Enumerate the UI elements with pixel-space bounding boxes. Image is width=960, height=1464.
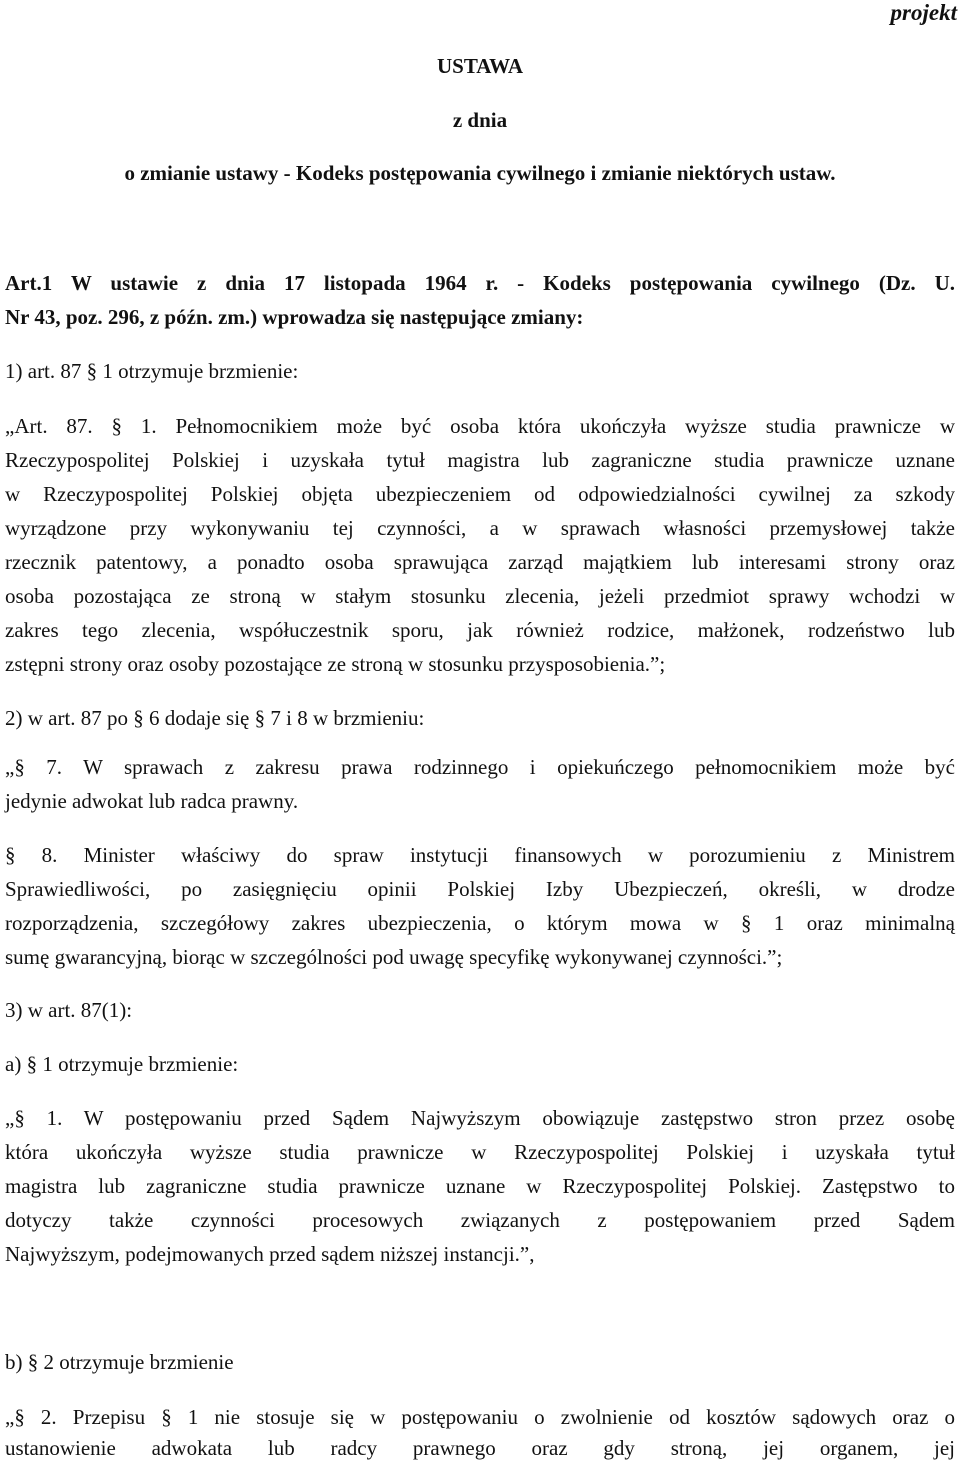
- article-intro-line: Nr 43, poz. 296, z późn. zm.) wprowadza się następujące zmiany:: [5, 305, 584, 329]
- point-1-text-line: „Art. 87. § 1. Pełnomocnikiem może być osoba która ukończyła wyższe studia prawnicze w: [5, 414, 955, 438]
- point-3a-text-line: Najwyższym, podejmowanych przed sądem niższej instancji.”,: [5, 1242, 535, 1266]
- point-3a-text-line: dotyczy także czynności procesowych związanych z postępowaniem przed Sądem: [5, 1208, 955, 1232]
- point-3a-text-line: która ukończyła wyższe studia prawnicze w Rzeczypospolitej Polskiej i uzyskała tytuł: [5, 1140, 955, 1164]
- paragraph-8-line: § 8. Minister właściwy do spraw instytucji finansowych w porozumieniu z Ministrem: [5, 843, 955, 867]
- point-1-text-line: osoba pozostająca ze stroną w stałym stosunku zlecenia, jeżeli przedmiot sprawy wchodzi w: [5, 584, 955, 608]
- point-3b-text-line: „§ 2. Przepisu § 1 nie stosuje się w postępowaniu o zwolnienie od kosztów sądowych oraz o: [5, 1405, 955, 1429]
- article-intro-line: Art.1 W ustawie z dnia 17 listopada 1964 r. - Kodeks postępowania cywilnego (Dz. U.: [5, 271, 955, 295]
- point-3b-text-line: ustanowienie adwokata lub radcy prawnego oraz gdy stroną, jej organem, jej: [5, 1436, 955, 1460]
- point-3a-text-line: magistra lub zagraniczne studia prawnicze uznane w Rzeczypospolitej Polskiej. Zastępstwo to: [5, 1174, 955, 1198]
- point-1-text-line: wyrządzone przy wykonywaniu tej czynności, a w sprawach własności przemysłowej także: [5, 516, 955, 540]
- act-subject: o zmianie ustawy - Kodeks postępowania cywilnego i zmianie niektórych ustaw.: [124, 161, 836, 185]
- point-3-heading: 3) w art. 87(1):: [5, 998, 133, 1022]
- point-3b-heading: b) § 2 otrzymuje brzmienie: [5, 1350, 234, 1374]
- draft-marker: projekt: [890, 0, 957, 25]
- point-1-text-line: zakres tego zlecenia, współuczestnik sporu, jak również rodzice, małżonek, rodzeństwo lub: [5, 618, 955, 642]
- point-1-text-line: zstępni strony oraz osoby pozostające ze stroną w stosunku przysposobienia.”;: [5, 652, 666, 676]
- act-title: USTAWA: [437, 54, 523, 78]
- paragraph-8-line: Sprawiedliwości, po zasięgnięciu opinii Polskiej Izby Ubezpieczeń, określi, w drodze: [5, 877, 955, 901]
- paragraph-7-line: jedynie adwokat lub radca prawny.: [5, 789, 299, 813]
- point-1-text-line: rzecznik patentowy, a ponadto osoba sprawująca zarząd majątkiem lub interesami strony oraz: [5, 550, 955, 574]
- point-2-heading: 2) w art. 87 po § 6 dodaje się § 7 i 8 w brzmieniu:: [5, 706, 425, 730]
- act-date-line: z dnia: [452, 108, 508, 132]
- point-3a-heading: a) § 1 otrzymuje brzmienie:: [5, 1052, 239, 1076]
- paragraph-8-line: sumę gwarancyjną, biorąc w szczególności pod uwagę specyfikę wykonywanej czynności.”;: [5, 945, 783, 969]
- point-1-heading: 1) art. 87 § 1 otrzymuje brzmienie:: [5, 359, 299, 383]
- paragraph-8-line: rozporządzenia, szczegółowy zakres ubezpieczenia, o którym mowa w § 1 oraz minimalną: [5, 911, 955, 935]
- paragraph-7-line: „§ 7. W sprawach z zakresu prawa rodzinnego i opiekuńczego pełnomocnikiem może być: [5, 755, 955, 779]
- point-1-text-line: w Rzeczypospolitej Polskiej objęta ubezpieczeniem od odpowiedzialności cywilnej za szkody: [5, 482, 955, 506]
- point-1-text-line: Rzeczypospolitej Polskiej i uzyskała tytuł magistra lub zagraniczne studia prawnicze uznane: [5, 448, 955, 472]
- point-3a-text-line: „§ 1. W postępowaniu przed Sądem Najwyższym obowiązuje zastępstwo stron przez osobę: [5, 1106, 955, 1130]
